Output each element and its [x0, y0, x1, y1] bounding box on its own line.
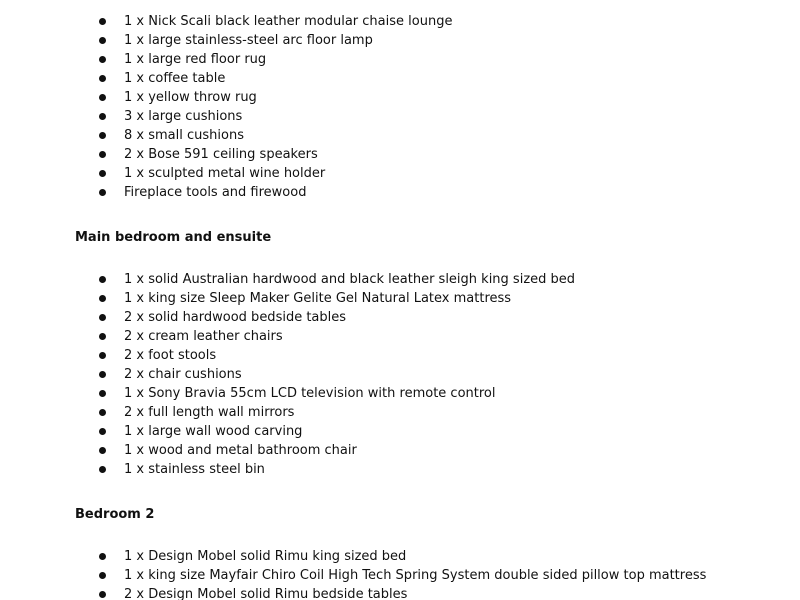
bullet-icon	[99, 18, 106, 25]
bullet-icon	[99, 295, 106, 302]
list-item-text: 1 x sculpted metal wine holder	[124, 166, 326, 181]
list-item-text: 1 x large wall wood carving	[124, 424, 303, 439]
list-item-text: 1 x king size Mayfair Chiro Coil High Tech Spring System double sided pillow top mattress	[124, 568, 707, 583]
list-item-text: 1 x Design Mobel solid Rimu king sized bed	[124, 549, 407, 564]
section-heading-bedroom-2: Bedroom 2	[75, 507, 155, 522]
bullet-icon	[99, 170, 106, 177]
list-item-text: 2 x chair cushions	[124, 367, 242, 382]
list-item-text: 1 x yellow throw rug	[124, 90, 257, 105]
list-item-text: 2 x Design Mobel solid Rimu bedside tables	[124, 587, 408, 600]
bullet-icon	[99, 352, 106, 359]
list-item-text: Fireplace tools and firewood	[124, 185, 307, 200]
list-item-text: 2 x Bose 591 ceiling speakers	[124, 147, 318, 162]
bullet-icon	[99, 333, 106, 340]
list-item-text: 2 x cream leather chairs	[124, 329, 283, 344]
bullet-icon	[99, 314, 106, 321]
bullet-icon	[99, 75, 106, 82]
bullet-icon	[99, 466, 106, 473]
bullet-icon	[99, 371, 106, 378]
list-item-text: 1 x coffee table	[124, 71, 226, 86]
bullet-icon	[99, 447, 106, 454]
list-item-text: 2 x full length wall mirrors	[124, 405, 295, 420]
bullet-icon	[99, 132, 106, 139]
list-item-text: 3 x large cushions	[124, 109, 243, 124]
list-item-text: 1 x large red floor rug	[124, 52, 267, 67]
list-item-text: 1 x solid Australian hardwood and black leather sleigh king sized bed	[124, 272, 576, 287]
bullet-icon	[99, 189, 106, 196]
list-item-text: 1 x wood and metal bathroom chair	[124, 443, 357, 458]
bullet-icon	[99, 276, 106, 283]
bullet-icon	[99, 553, 106, 560]
bullet-icon	[99, 572, 106, 579]
list-item-text: 1 x Sony Bravia 55cm LCD television with remote control	[124, 386, 496, 401]
bullet-icon	[99, 94, 106, 101]
list-item-text: 2 x foot stools	[124, 348, 217, 363]
list-item-text: 2 x solid hardwood bedside tables	[124, 310, 347, 325]
bullet-icon	[99, 151, 106, 158]
list-item-text: 1 x king size Sleep Maker Gelite Gel Natural Latex mattress	[124, 291, 512, 306]
bullet-icon	[99, 390, 106, 397]
bullet-icon	[99, 56, 106, 63]
list-item-text: 1 x large stainless-steel arc floor lamp	[124, 33, 373, 48]
bullet-icon	[99, 591, 106, 598]
bullet-icon	[99, 428, 106, 435]
list-item-text: 1 x stainless steel bin	[124, 462, 265, 477]
list-item-text: 1 x Nick Scali black leather modular chaise lounge	[124, 14, 453, 29]
bullet-icon	[99, 409, 106, 416]
bullet-icon	[99, 37, 106, 44]
section-heading-main-bedroom: Main bedroom and ensuite	[75, 230, 272, 245]
bullet-icon	[99, 113, 106, 120]
list-item-text: 8 x small cushions	[124, 128, 244, 143]
